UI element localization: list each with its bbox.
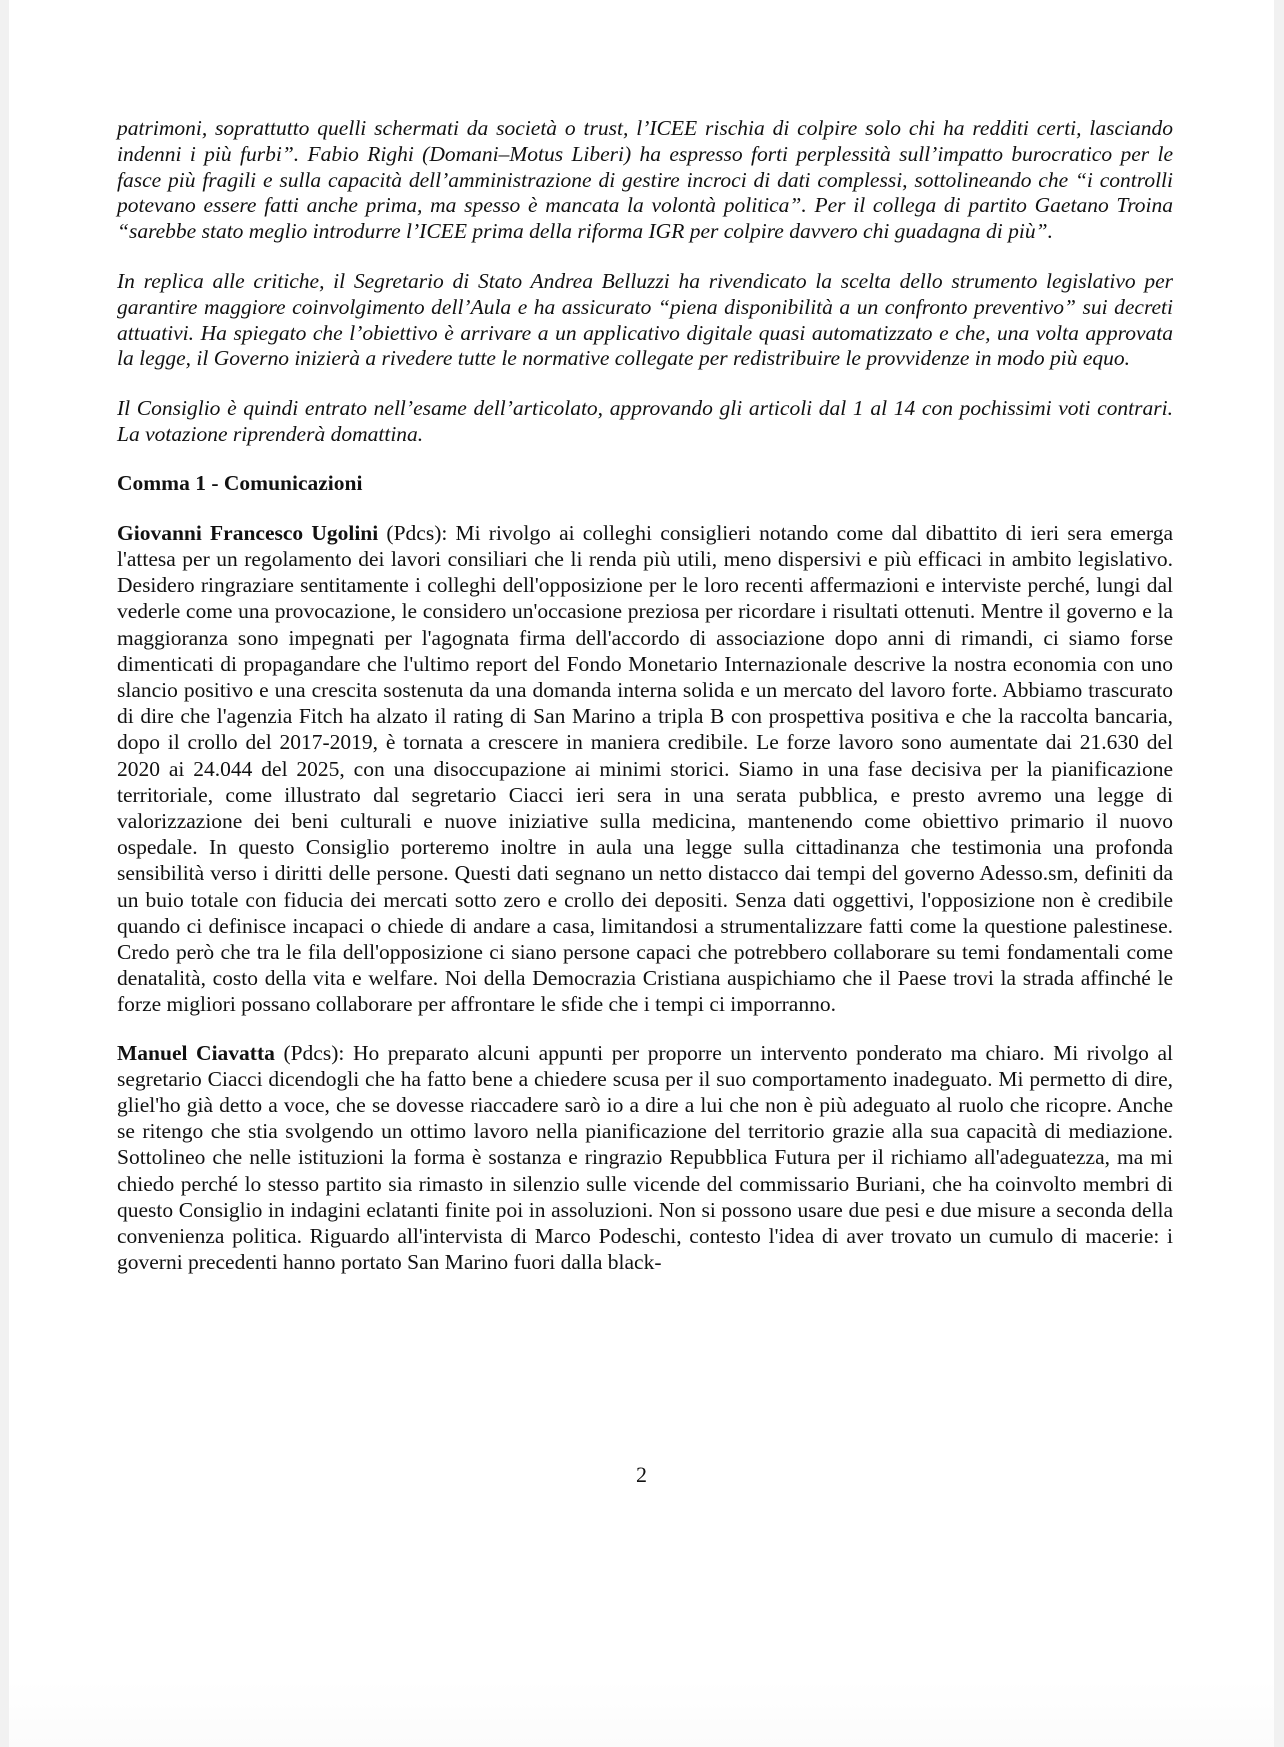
speaker-party: (Pdcs): — [274, 1040, 353, 1065]
speaker-party: (Pdcs): — [378, 520, 456, 545]
intervention-paragraph — [117, 1040, 1173, 1276]
intervention-text: Mi rivolgo ai colleghi consiglieri notando come dal dibattito di ieri sera emerga l'attesa per un regolamento dei lavori consiliari che li renda più utili, meno dispersivi e più efficaci in ambito legislativo. Desidero ringraziare sentitamente i colleghi dell'opposizione per le loro recenti affermazioni e interviste perché, lungi dal vederle come una provocazione, le considero un'occasione preziosa per ricordare i risultati ottenuti. Mentre il governo e la maggioranza sono impegnati per l'agognata firma dell'accordo di associazione dopo anni di rimandi, ci siamo forse dimenticati di propagandare che l'ultimo report del Fondo Monetario Internazionale descrive la nostra economia con uno slancio positivo e una crescita sostenuta da una domanda interna solida e un mercato del lavoro forte. Abbiamo trascurato di dire che l'agenzia Fitch ha alzato il rating di San Marino a tripla B con prospettiva positiva e che la raccolta bancaria, dopo il crollo del 2017-2019, è tornata a crescere in maniera credibile. Le forze lavoro sono aumentate dai 21.630 del 2020 ai 24.044 del 2025, con una disoccupazione ai minimi storici. Siamo in una fase decisiva per la pianificazione territoriale, come illustrato dal segretario Ciacci ieri sera in una serata pubblica, e presto avremo una legge di valorizzazione dei beni culturali e nuove iniziative sulla medicina, mantenendo come obiettivo primario il nuovo ospedale. In questo Consiglio porteremo inoltre in aula una legge sulla cittadinanza che testimonia una profonda sensibilità verso i diritti delle persone. Questi dati segnano un netto distacco dai tempi del governo Adesso.sm, definiti da un buio totale con fiducia dei mercati sotto zero e crollo dei depositi. Senza dati oggettivi, l'opposizione non è credibile quando ci definisce incapaci o chiede di andare a casa, limitandosi a strumentalizzare fatti come la questione palestinese. Credo però che tra le fila dell'opposizione ci siano persone capaci che potrebbero collaborare su temi fondamentali come denatalità, costo della vita e welfare. Noi della Democrazia Cristiana auspichiamo che il Paese trovi la strada affinché le forze migliori possano collaborare per affrontare le sfide che i tempi ci imporranno. — [117, 520, 1173, 1017]
speaker-name: Giovanni Francesco Ugolini — [117, 520, 379, 545]
page-content — [117, 116, 1173, 1297]
speaker-name: Manuel Ciavatta — [117, 1040, 275, 1065]
document-page — [9, 0, 1274, 1747]
intervention-paragraph — [117, 520, 1173, 1018]
intervention-text: Ho preparato alcuni appunti per proporre un intervento ponderato ma chiaro. Mi rivolgo al segretario Ciacci dicendogli che ha fatto bene a chiedere scusa per il suo comportamento inadeguato. Mi permetto di dire, gliel'ho già detto a voce, che se dovesse riaccadere sarò io a dire a lui che non è più adeguato al ruolo che ricopre. Anche se ritengo che stia svolgendo un ottimo lavoro nella pianificazione del territorio grazie alla sua capacità di mediazione. Sottolineo che nelle istituzioni la forma è sostanza e ringrazio Repubblica Futura per il richiamo all'adeguatezza, ma mi chiedo perché lo stesso partito sia rimasto in silenzio sulle vicende del commissario Buriani, che ha coinvolto membri di questo Consiglio in indagini eclatanti finite poi in assoluzioni. Non si possono usare due pesi e due misure a seconda della convenienza politica. Riguardo all'intervista di Marco Podeschi, contesto l'idea di aver trovato un cumulo di macerie: i governi precedenti hanno portato San Marino fuori dalla black- — [117, 1040, 1174, 1275]
intro-paragraph-2: In replica alle critiche, il Segretario di Stato Andrea Belluzzi ha rivendicato la scelta dello strumento legislativo per garantire maggiore coinvolgimento dell’Aula e ha assicurato “piena disponibilità a un confronto preventivo” sui decreti attuativi. Ha spiegato che l’obiettivo è arrivare a un applicativo digitale quasi automatizzato e che, una volta approvata la legge, il Governo inizierà a rivedere tutte le normative collegate per redistribuire le provvidenze in modo più equo. — [117, 268, 1173, 371]
intro-paragraph-1: patrimoni, soprattutto quelli schermati da società o trust, l’ICEE rischia di colpire solo chi ha redditi certi, lasciando indenni i più furbi”. Fabio Righi (Domani–Motus Liberi) ha espresso forti perplessità sull’impatto burocratico per le fasce più fragili e sulla capacità dell’amministrazione di gestire incroci di dati complessi, sottolineando che “i controlli potevano essere fatti anche prima, ma spesso è mancata la volontà politica”. Per il collega di partito Gaetano Troina “sarebbe stato meglio introdurre l’ICEE prima della riforma IGR per colpire davvero chi guadagna di più”. — [117, 116, 1173, 244]
section-heading: Comma 1 - Comunicazioni — [117, 470, 363, 495]
intro-paragraph-3: Il Consiglio è quindi entrato nell’esame dell’articolato, approvando gli articoli dal 1 al 14 con pochissimi voti contrari. La votazione riprenderà domattina. — [117, 396, 1173, 446]
page-number: 2 — [636, 1462, 647, 1487]
